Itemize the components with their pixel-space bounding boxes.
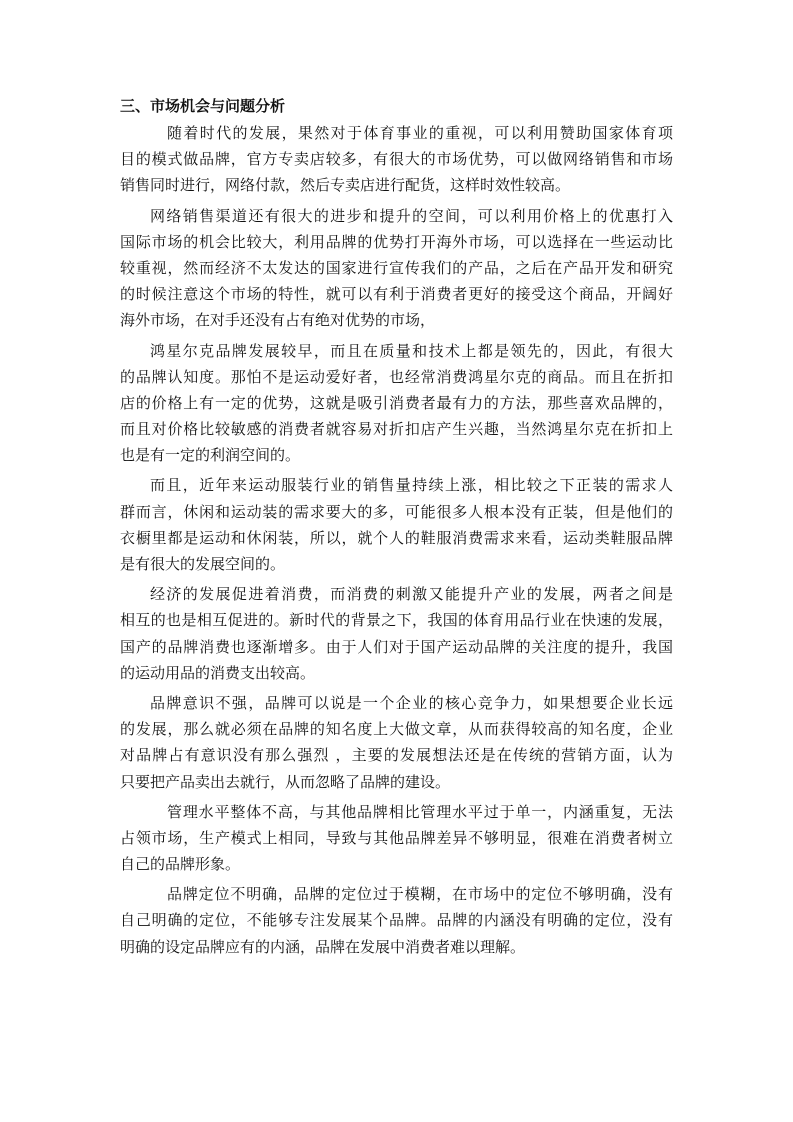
paragraph-line: 只要把产品卖出去就行，从而忽略了品牌的建设。: [120, 772, 451, 791]
paragraph-line: 的运动用品的消费支出较高。: [120, 663, 316, 682]
paragraph-line: 群而言，休闲和运动装的需求要大的多，可能很多人根本没有正装，但是他们的: [120, 502, 673, 521]
paragraph-container: [120, 120, 673, 960]
paragraph-line: 衣橱里都是运动和休闲装，所以，就个人的鞋服消费需求来看，运动类鞋服品牌: [120, 528, 673, 547]
paragraph-line: 而且对价格比较敏感的消费者就容易对折扣店产生兴趣，当然鸿星尔克在折扣上: [120, 420, 673, 439]
paragraph: [120, 690, 673, 795]
paragraph: [120, 881, 673, 960]
paragraph-line: 自己的品牌形象。: [120, 855, 241, 874]
paragraph-line: 的品牌认知度。那怕不是运动爱好者，也经常消费鸿星尔克的商品。而且在折扣: [120, 367, 673, 386]
paragraph-line: 而且，近年来运动服装行业的销售量持续上涨，相比较之下正装的需求人: [150, 476, 673, 495]
paragraph-line: 也是有一定的利润空间的。: [120, 446, 301, 465]
paragraph-line: 网络销售渠道还有很大的进步和提升的空间，可以利用价格上的优惠打入: [150, 206, 673, 225]
paragraph-line: 销售同时进行，网络付款，然后专卖店进行配货，这样时效性较高。: [120, 176, 571, 195]
document-page: [120, 94, 673, 964]
paragraph-line: 国产的品牌消费也逐渐增多。由于人们对于国产运动品牌的关注度的提升，我国: [120, 637, 673, 656]
section-heading: 三、市场机会与问题分析: [120, 97, 286, 115]
paragraph-line: 是有很大的发展空间的。: [120, 555, 286, 573]
paragraph-line: 的时候注意这个市场的特性，就可以有利于消费者更好的接受这个商品，开阔好: [120, 285, 673, 304]
paragraph-line: 鸿星尔克品牌发展较早，而且在质量和技术上都是领先的，因此，有很大: [150, 341, 673, 360]
paragraph-line: 占领市场，生产模式上相同，导致与其他品牌差异不够明显，很难在消费者树立: [120, 828, 673, 847]
paragraph: [120, 799, 673, 878]
paragraph-line: 店的价格上有一定的优势，这就是吸引消费者最有力的方法，那些喜欢品牌的，: [120, 393, 673, 412]
paragraph: [120, 338, 673, 469]
paragraph-line: 较重视，然而经济不太发达的国家进行宣传我们的产品，之后在产品开发和研究: [120, 258, 673, 277]
paragraph-line: 经济的发展促进着消费，而消费的刺激又能提升产业的发展，两者之间是: [150, 585, 673, 604]
paragraph-line: 国际市场的机会比较大，利用品牌的优势打开海外市场，可以选择在一些运动比: [120, 232, 673, 251]
paragraph-line: 管理水平整体不高，与其他品牌相比管理水平过于单一，内涵重复，无法: [167, 802, 673, 821]
paragraph-line: 自己明确的定位，不能够专注发展某个品牌。品牌的内涵没有明确的定位，没有: [120, 911, 673, 930]
paragraph-line: 目的模式做品牌，官方专卖店较多，有很大的市场优势，可以做网络销售和市场: [120, 150, 673, 169]
paragraph-line: 明确的设定品牌应有的内涵，品牌在发展中消费者难以理解。: [120, 937, 526, 956]
paragraph: [120, 472, 673, 577]
paragraph-line: 品牌定位不明确，品牌的定位过于模糊，在市场中的定位不够明确，没有: [167, 885, 673, 904]
paragraph-line: 海外市场，在对手还没有占有绝对优势的市场，: [120, 311, 436, 330]
paragraph: [120, 203, 673, 334]
paragraph-line: 品牌意识不强，品牌可以说是一个企业的核心竞争力，如果想要企业长远: [150, 693, 673, 712]
paragraph-line: 的发展，那么就必须在品牌的知名度上大做文章，从而获得较高的知名度，企业: [120, 720, 673, 739]
paragraph: [120, 581, 673, 686]
paragraph: [120, 120, 673, 199]
paragraph-line: 随着时代的发展，果然对于体育事业的重视，可以利用赞助国家体育项: [167, 124, 673, 142]
paragraph-line: 相互的也是相互促进的。新时代的背景之下，我国的体育用品行业在快速的发展，: [120, 611, 673, 630]
paragraph-line: 对品牌占有意识没有那么强烈 ，主要的发展想法还是在传统的营销方面，认为: [120, 746, 673, 765]
